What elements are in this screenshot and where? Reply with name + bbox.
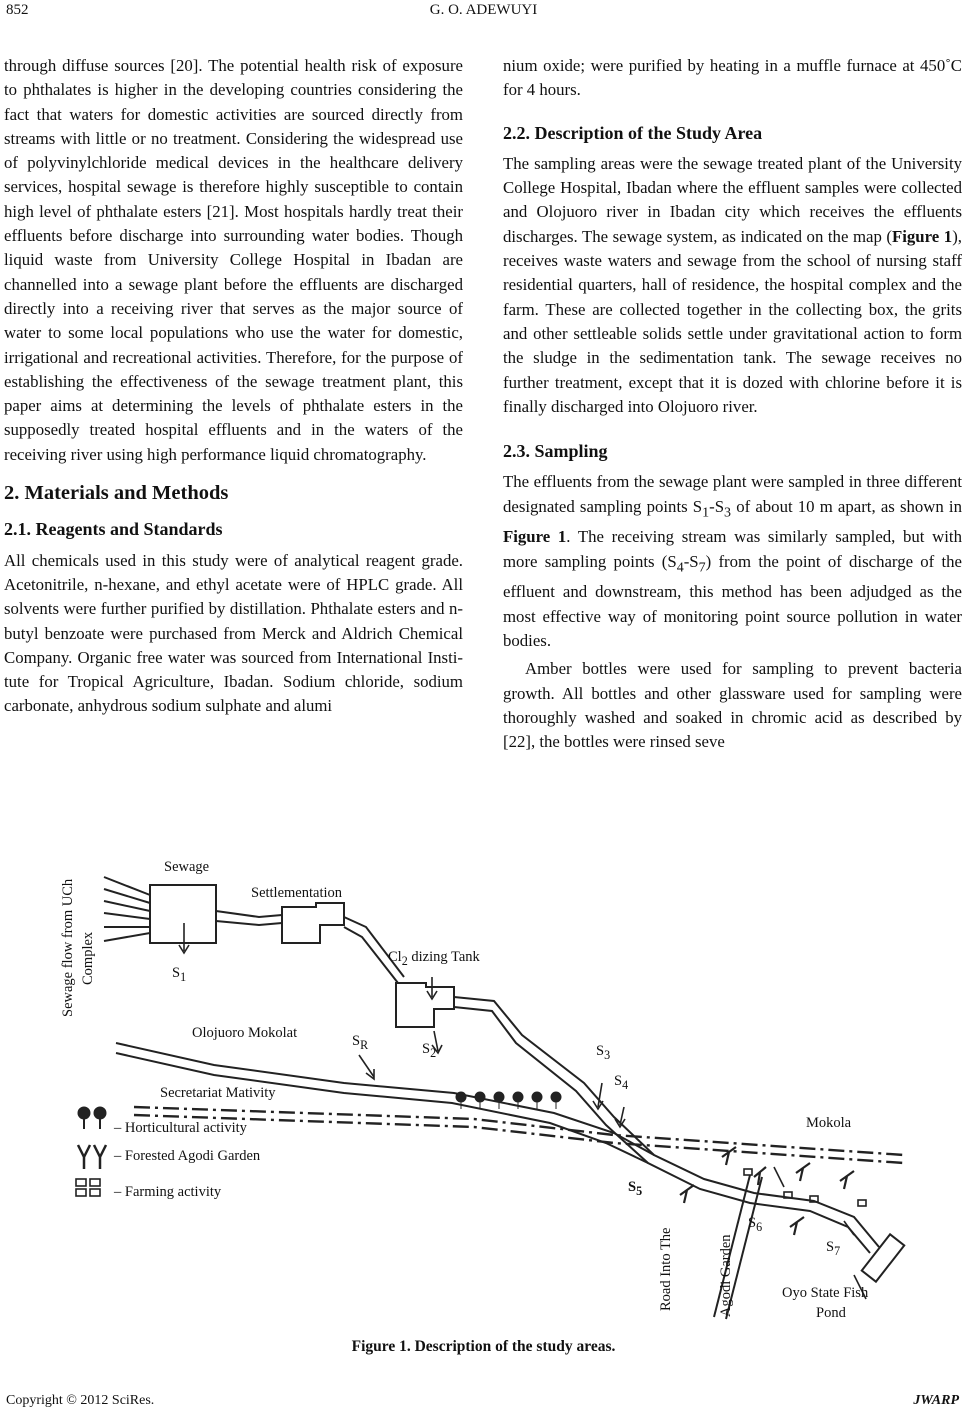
bottles-paragraph: Amber bottles were used for sampling to prevent bacteria growth. All bottles and other glassware used for sampling were thoroughly washed and soaked in chromic acid as described by [22], the bottles were rinsed seve	[503, 659, 962, 752]
map-label-road: Road Into The	[658, 1227, 674, 1311]
legend-forested: – Forested Agodi Garden	[114, 1148, 261, 1164]
map-label-s3: $S_3$	[596, 1043, 611, 1062]
map-label-fish-pond-line2: Pond	[816, 1305, 846, 1321]
subsection-heading-sampling: 2.3. Sampling	[503, 441, 608, 462]
map-label-chlorination-tank: $Cl_2$ dizing Tank	[388, 949, 480, 968]
chlorination-tank	[396, 983, 454, 1027]
legend-horticultural: – Horticultural activity	[114, 1120, 247, 1136]
map-label-s6: $S_6$	[748, 1215, 763, 1234]
study-area-paragraph: The sampling areas were the sewage treated plant of the University College Hospital, Ibadan where the effluent samples were collected and Olojuoro river in Ibadan city which receives the effluents discharges. The sewage system, as indicated on the map (Figure 1), receives waste waters and sewage from the school of nursing staff residential quarters, hall of residence, the hospital complex and the farm. These are collected together in the collecting box, the grits and other settleable solids settle under gravitational action to form the sludge in the sedimentation tank. The sewage receives no further treatment, except that it is dozed with chlorine before it is finally discharged into Olojuoro river.	[503, 153, 962, 416]
map-label-s4: $S_4$	[614, 1073, 629, 1092]
map-label-s7: $S_7$	[826, 1239, 841, 1258]
running-head: G. O. ADEWUYI	[429, 2, 538, 18]
fish-pond	[862, 1234, 905, 1281]
figure-reference[interactable]: Figure 1	[503, 527, 567, 547]
figure-reference[interactable]: Figure 1	[892, 226, 953, 246]
subsection-heading-study-area: 2.2. Description of the Study Area	[503, 122, 763, 143]
map-label-olojuoro: Olojuoro Mokolat	[192, 1025, 298, 1041]
reagents-continued-paragraph: nium oxide; were purified by heating in a muffle furnace at 450˚C for 4 hours.	[503, 56, 962, 100]
sampling-paragraph: The effluents from the sewage plant were sampled in three different designated sampling points $S_1-S_3$ of about 10 m apart, as shown in Figure 1. The receiving stream was similarly sampled, but with more sampling points $(S_4-S_7)$ from the point of discharge of the effluent and downstream, this method has been adjudged as the most effective way of monitoring point source pollution in water bodies.	[503, 472, 963, 650]
page-number: 852	[6, 2, 29, 18]
right-column	[503, 54, 962, 754]
map-label-s1: $S_1$	[172, 965, 187, 984]
figure-caption: Figure 1. Description of the study areas.	[351, 1338, 616, 1355]
map-label-sewage-flow: Sewage flow from UCh	[60, 878, 76, 1017]
section-heading-materials-methods: 2. Materials and Methods	[4, 482, 229, 505]
study-area-map	[54, 855, 914, 1325]
tree-symbols	[456, 1092, 854, 1235]
map-label-sr: $S_R$	[352, 1033, 369, 1052]
reagents-paragraph: All chemicals used in this study were of analytical reagent grade. Acetonitrile, n-hexane, and ethyl acetate were of HPLC grade. All solvents were further purified by distillation. Phthalate esters and n-butyl benzoate were purchased from Merck and Aldrich Chemical Company. Organic free water was sourced from International Institute for Tropical Agriculture, Ibadan. Sodium chloride, sodium carbonate, anhydrous sodium sulphate and alumi	[4, 550, 463, 716]
map-label-s2: $S_2$	[422, 1041, 437, 1060]
footer-copyright: Copyright © 2012 SciRes.	[6, 1393, 155, 1408]
map-label-s5: $S_5$	[628, 1179, 643, 1198]
map-label-settlementation: Settlementation	[251, 885, 343, 901]
map-label-agodi: Agodi Garden	[718, 1234, 734, 1317]
settlement-tank	[282, 903, 344, 943]
left-column	[4, 54, 463, 719]
map-label-complex: Complex	[80, 931, 96, 985]
subsection-heading-reagents: 2.1. Reagents and Standards	[4, 519, 223, 540]
footer-journal: JWARP	[913, 1393, 959, 1408]
sewage-box	[150, 885, 216, 943]
legend-farming: – Farming activity	[114, 1184, 222, 1200]
map-label-mokola: Mokola	[806, 1115, 852, 1131]
intro-paragraph: through diffuse sources [20]. The potential health risk of exposure to phthalates is higher in the developing countries considering the fact that waters for domestic activities are sourced directly from streams with little or no treatment. Considering the widespread use of polyvinylchloride medical devices in the healthcare delivery services, hospital sewage is therefore highly susceptible to contain high level of phthalate esters [21]. Most hospitals hardly treat their effluents before discharge into surrounding water bodies. Though liquid waste from University College Hospital in Ibadan are channelled into a sewage plant before the effluents are discharged directly into a receiving river that serves as the major source of water to some local populations who use the water for domestic, irrigational and recreational activities. Therefore, for the purpose of establishing the effectiveness of the sewage treatment plant, this paper aims at determining the levels of phthalate esters in the supposedly treated hospital effluents and in the waters of the receiving river using high performance liquid chromatography.	[4, 56, 463, 464]
inflow-arrows	[104, 877, 150, 941]
map-label-sewage: Sewage	[164, 859, 210, 875]
map-label-fish-pond-line1: Oyo State Fish	[782, 1285, 869, 1301]
map-label-secretariat: Secretariat Mativity	[160, 1085, 276, 1101]
